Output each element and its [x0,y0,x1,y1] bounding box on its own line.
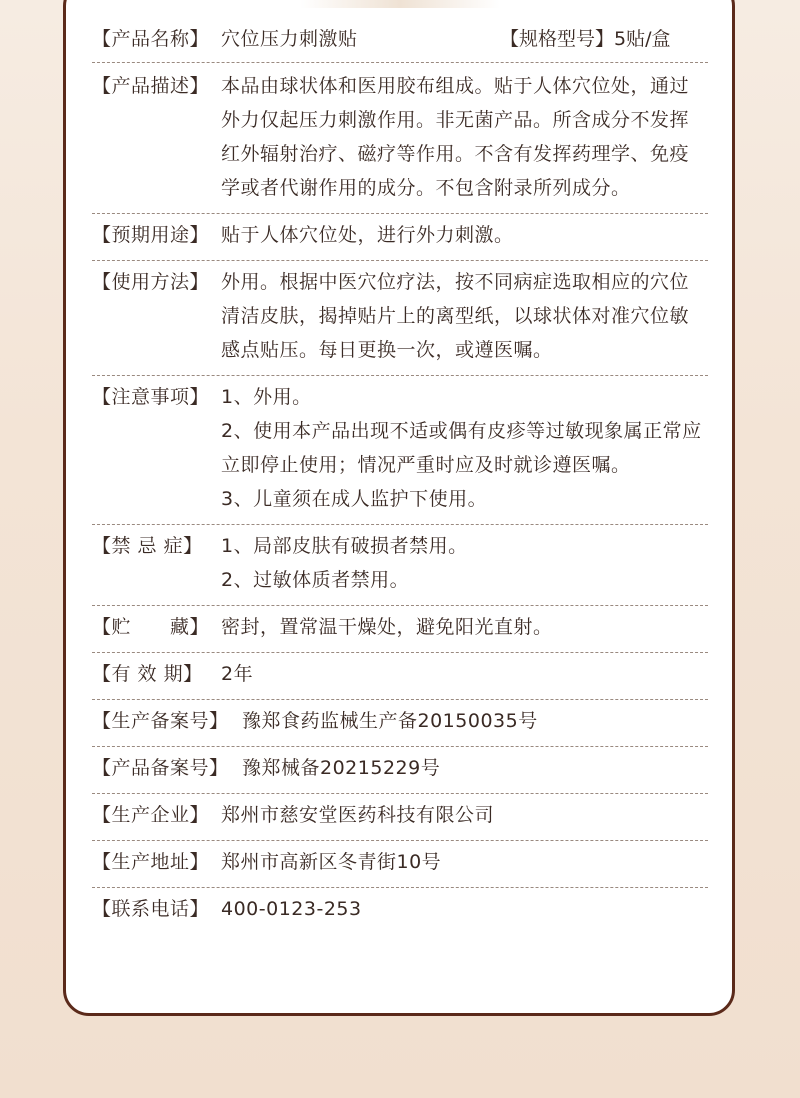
label-phone: 【联系电话】 [92,898,210,920]
row-contraindications [92,525,708,606]
contraindication-item: 1、局部皮肤有破损者禁用。 [221,535,468,557]
value-production-record: 豫郑食药监械生产备20150035号 [242,710,538,732]
spec [500,22,671,56]
row-intended-use [92,214,708,261]
instruction-list [92,18,708,934]
label-product-record: 【产品备案号】 [92,757,229,779]
label-usage-method: 【使用方法】 [92,271,210,293]
label-contraindications: 【禁 忌 症】 [92,535,203,557]
label-production-record: 【生产备案号】 [92,710,229,732]
label-description: 【产品描述】 [92,75,210,97]
value-product-record: 豫郑械备20215229号 [242,757,441,779]
value-description: 本品由球状体和医用胶布组成。贴于人体穴位处，通过外力仅起压力刺激作用。非无菌产品。所含成分不发挥红外辐射治疗、磁疗等作用。不含有发挥药理学、免疫学或者代谢作用的成分。不包含附录所列成分。 [221,75,690,199]
label-validity: 【有 效 期】 [92,663,203,685]
value-product-name: 穴位压力刺激贴 [221,28,358,50]
row-usage-method [92,261,708,376]
precaution-item: 2、使用本产品出现不适或偶有皮疹等过敏现象属正常应立即停止使用；情况严重时应及时就诊遵医嘱。 [221,420,702,476]
contraindication-item: 2、过敏体质者禁用。 [221,569,410,591]
contraindications-list [221,529,708,597]
label-address: 【生产地址】 [92,851,210,873]
value-address: 郑州市高新区冬青街10号 [221,851,442,873]
row-phone [92,888,708,934]
label-manufacturer: 【生产企业】 [92,804,210,826]
value-storage: 密封，置常温干燥处，避免阳光直射。 [221,616,553,638]
precaution-item: 3、儿童须在成人监护下使用。 [221,488,488,510]
value-spec: 5贴/盒 [614,28,671,50]
precautions-list [221,380,708,516]
value-manufacturer: 郑州市慈安堂医药科技有限公司 [221,804,495,826]
value-usage-method: 外用。根据中医穴位疗法，按不同病症选取相应的穴位清洁皮肤，揭掉贴片上的离型纸，以球状体对准穴位敏感点贴压。每日更换一次，或遵医嘱。 [221,271,690,361]
precaution-item: 1、外用。 [221,386,312,408]
label-storage: 【贮 藏】 [92,616,210,638]
value-phone: 400-0123-253 [221,898,362,920]
label-precautions: 【注意事项】 [92,386,210,408]
row-precautions [92,376,708,525]
label-product-name: 【产品名称】 [92,28,210,50]
label-intended-use: 【预期用途】 [92,224,210,246]
row-storage [92,606,708,653]
value-intended-use: 贴于人体穴位处，进行外力刺激。 [221,224,514,246]
row-manufacturer [92,794,708,841]
top-decoration [300,0,500,8]
row-product-record [92,747,708,794]
row-address [92,841,708,888]
row-description [92,63,708,214]
label-spec: 【规格型号】 [500,28,615,50]
value-validity: 2年 [221,663,254,685]
row-production-record [92,700,708,747]
row-validity [92,653,708,700]
row-product-name [92,18,708,63]
